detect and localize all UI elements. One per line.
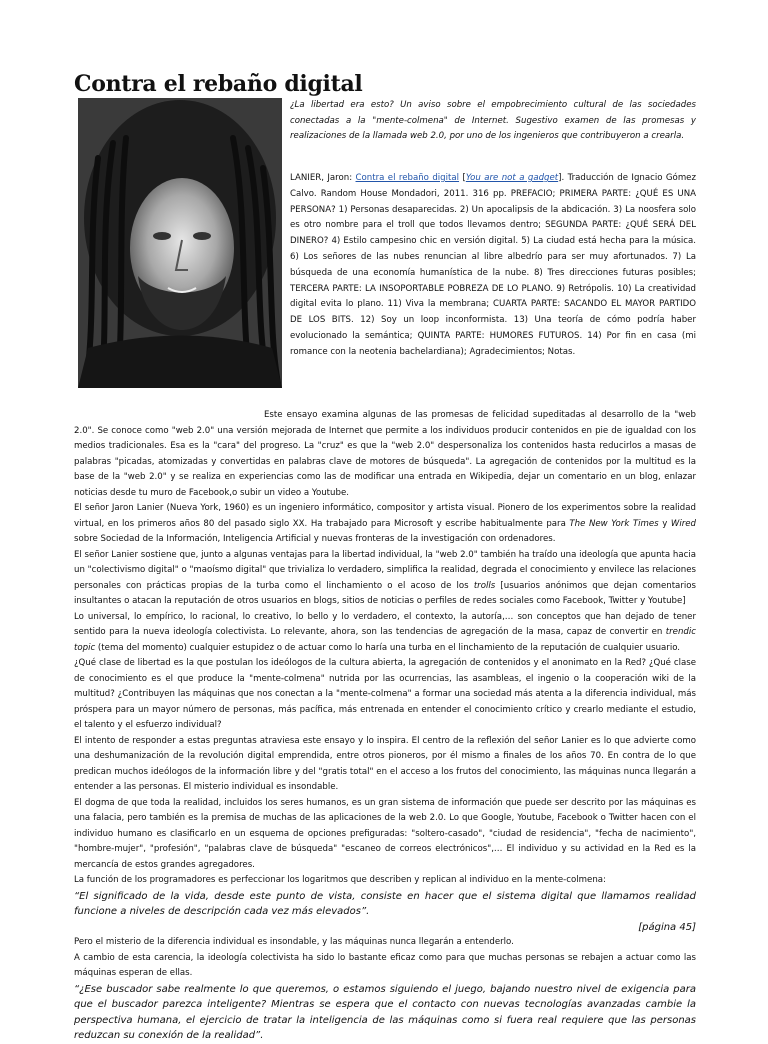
ref-prefix: LANIER, Jaron: <box>290 173 356 183</box>
article <box>74 70 696 1044</box>
paragraph: El intento de responder a estas preguntas atraviesa este ensayo y lo inspira. El centro de la reflexión del señor Lanier es lo que advierte como una deshumanización de la revolución digital emprendida, entre otros pioneros, por él mismo a finales de los años 70. En contra de lo que predican muchos ideólogos de la información libre y del "gratis total" en el acceso a los frutos del conocimiento, las máquinas nunca llegarán a entender a las personas. El misterio individual es insondable. <box>74 735 696 792</box>
book-title-link[interactable]: Contra el rebaño digital <box>355 173 460 183</box>
italic-term: trolls <box>473 580 496 591</box>
original-title-link[interactable]: You are not a gadget <box>465 173 559 183</box>
paragraph: Este ensayo examina algunas de las promesas de felicidad supeditadas al desarrollo de la "web 2.0". Se conoce como "web 2.0" una versión mejorada de Internet que permite a los individuos producir contenidos en pie de igualdad con los medios tradicionales. Esa es la "cara" del progreso. La "cruz" es que la "web 2.0" despersonaliza los contenidos hasta reducirlos a masas de palabras "picadas, atomizadas y convertidas en palabras clave de motores de búsqueda". La agregación de contenidos por la multitud es la base de la "web 2.0" y se realiza en experiencias como las de modificar una entrada en Wikipedia, dejar un comentario en un blog, enlazar noticias desde tu muro de Facebook,o subir un video a Youtube. <box>74 410 696 498</box>
text-run: [usuarios anónimos que dejan comentarios insultantes o atacan la reputación de otros usuarios en blogs, sitios de noticias o perfiles de redes sociales como Facebook, Twitter y Youtube] <box>74 580 696 606</box>
ref-contents: ]. Traducción de Ignacio Gómez Calvo. Random House Mondadori, 2011. 316 pp. PREFACIO; PRIMERA PARTE: ¿QUÉ ES UNA PERSONA? 1) Personas desaparecidas. 2) Un apocalipsis de la abdicación. 3) La noosfera solo es otro nombre para el troll que todos llevamos dentro; SEGUNDA PARTE: ¿QUÉ SERÁ DEL DINERO? 4) Estilo campesino chic en versión digital. 5) La ciudad está hecha para la música. 6) Los señores de las nubes renuncian al libre albedrío para ser muy afortunados. 7) La búsqueda de una economía humanística de la nube. 8) Tres direcciones futuras posibles; TERCERA PARTE: LA INSOPORTABLE POBREZA DE LO PLANO. 9) Retrópolis. 10) La creatividad digital evita lo plano. 11) Viva la membrana; CUARTA PARTE: SACANDO EL MAYOR PARTIDO DE LOS BITS. 12) Soy un loop inconformista. 13) Una teoría de cómo podría haber evolucionado la semántica; QUINTA PARTE: HUMORES FUTUROS. 14) Por fin en casa (mi romance con la neotenia bachelardiana); Agradecimientos; Notas. <box>290 173 696 357</box>
page-citation: [página 45] <box>638 921 696 933</box>
paragraph <box>74 501 696 548</box>
paragraph: ¿Qué clase de libertad es la que postulan los ideólogos de la cultura abierta, la agregación de contenidos y el anonimato en la Red? ¿Qué clase de conocimiento es el que produce la "mente-colmena" nutrida por las ocurrencias, las asambleas, el ingenio o la cooperación wiki de la multitud? ¿Contribuyen las máquinas que nos conectan a la "mente-colmena" a formar una sociedad más atenta a la diferencia individual, más próspera para un mayor número de personas, más pacífica, más entrenada en entender el conocimiento crítico y crearlo mediante el estudio, el talento y el esfuerzo individual? <box>74 658 696 730</box>
paragraph <box>74 548 696 610</box>
ref-bracket: [ <box>459 173 466 183</box>
paragraph: A cambio de esta carencia, la ideología colectivista ha sido lo bastante eficaz como para que muchas personas se rebajen a actuar como las máquinas esperan de ellas. <box>74 952 696 978</box>
text-run: (tema del momento) cualquier estupidez o de actuar como lo haría una turba en el linchamiento de la reputación de cualquier usuario. <box>95 642 681 653</box>
italic-term: trendic topic <box>74 627 696 653</box>
block-quote: “El significado de la vida, desde este punto de vista, consiste en hacer que el sistema digital que llamamos realidad funcione a niveles de descripción cada vez más elevados”. <box>74 890 696 917</box>
paragraph: Pero el misterio de la diferencia individual es insondable, y las máquinas nunca llegarán a entenderlo. <box>74 937 514 947</box>
paragraph: La función de los programadores es perfeccionar los logaritmos que describen y replican al individuo en la mente-colmena: <box>74 875 606 885</box>
paragraph: El dogma de que toda la realidad, incluidos los seres humanos, es un gran sistema de información que puede ser descrito por las máquinas es una falacia, pero también es la premisa de muchas de las aplicaciones de la web 2.0. Lo que Google, Youtube, Facebook o Twitter hacen con el individuo humano es clasificarlo en un esquema de opciones prefiguradas: "soltero-casado", "ciudad de residencia", "fecha de nacimiento", "hombre-mujer", "profesión", "palabras clave de búsqueda" "escaneo de correos electrónicos",… El individuo y su actividad en la Red es la mercancía de estos grandes agregadores. <box>74 797 696 870</box>
article-title: Contra el rebaño digital <box>74 71 363 97</box>
publication-name: The New York Times <box>569 518 659 529</box>
text-run: Lo universal, lo empírico, lo racional, lo creativo, lo bello y lo verdadero, el contexto, la autoría,… son conceptos que han dejado de tener sentido para la nueva ideología colectivista. Lo relevante, ahora, son las tendencias de agregación de la masa, capaz de convertir en <box>74 611 696 637</box>
text-run: y <box>658 518 671 529</box>
text-run: El señor Lanier sostiene que, junto a algunas ventajas para la libertad individual, la "web 2.0" también ha traído una ideología que apunta hacia un "colectivismo digital" o "maoísmo digital" que trivializa lo verdadero, simplifica la realidad, degrada el conocimiento y envilece las relaciones personales con prácticas propias de la turba como el linchamiento o el acoso de los <box>74 549 696 591</box>
text-run: sobre Sociedad de la Información, Inteligencia Artificial y nuevas fronteras de la investigación con ordenadores. <box>74 534 556 544</box>
author-portrait <box>78 98 282 388</box>
publication-name: Wired <box>670 518 696 529</box>
bibliographic-reference <box>290 171 696 361</box>
article-body <box>74 408 696 1044</box>
header-block <box>74 98 696 416</box>
block-quote: “¿Ese buscador sabe realmente lo que queremos, o estamos siguiendo el juego, bajando nuestro nivel de exigencia para que el buscador parezca inteligente? Mientras se espera que el contacto con nuevas tecnologías avanzadas cambie la perspectiva humana, el ejercicio de tratar la inteligencia de las máquinas como si fuera real requiere que las personas reduzcan su conexión de la realidad”. <box>74 983 696 1041</box>
paragraph <box>74 610 696 657</box>
intro-summary: ¿La libertad era esto? Un aviso sobre el empobrecimiento cultural de las sociedades conectadas a la "mente-colmena" de Internet. Sugestivo examen de las promesas y realizaciones de la llamada web 2.0, por uno de los ingenieros que contribuyeron a crearla. <box>290 100 696 141</box>
text-run: El señor Jaron Lanier (Nueva York, 1960) es un ingeniero informático, compositor y artista visual. Pionero de los experimentos sobre la realidad virtual, en los primeros años 80 del pasado siglo XX. Ha trabajado para Microsoft y escribe habitualmente para <box>74 503 696 529</box>
portrait-drawing <box>78 98 282 388</box>
